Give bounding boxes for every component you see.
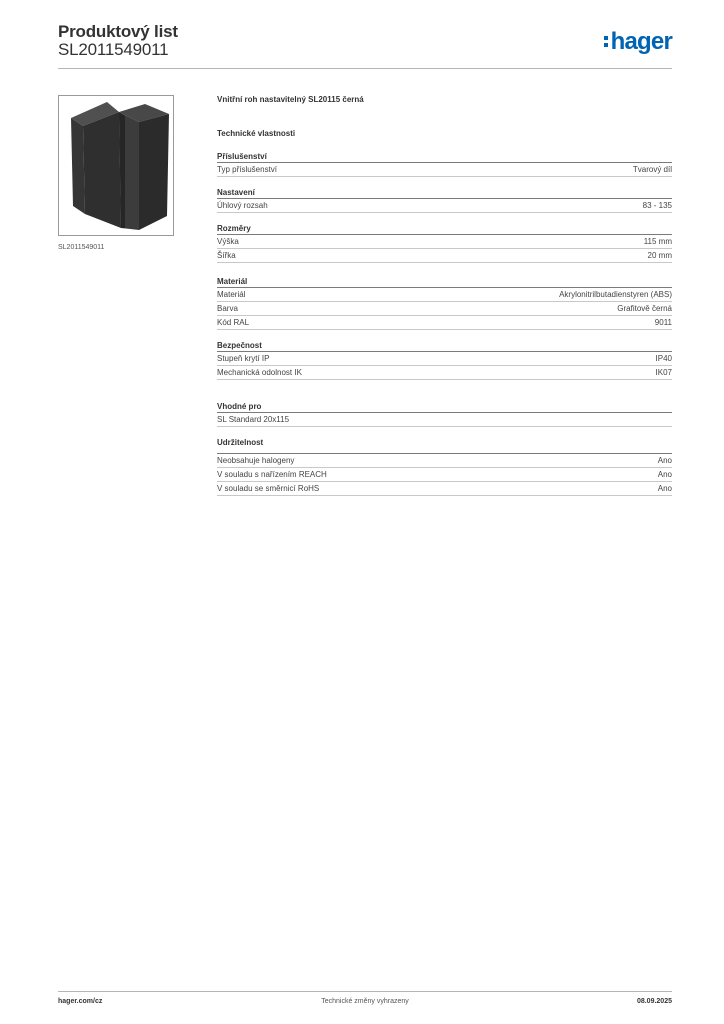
spec-row	[217, 482, 672, 496]
header-divider	[58, 68, 672, 69]
spec-value: 9011	[654, 318, 672, 327]
spec-value: 83 - 135	[642, 201, 672, 210]
logo-colon-icon	[604, 33, 610, 50]
product-image	[58, 95, 174, 236]
spec-group-safety	[217, 341, 672, 380]
spec-value: Grafitově černá	[617, 304, 672, 313]
spec-row	[217, 163, 672, 177]
footer-disclaimer: Technické změny vyhrazeny	[321, 998, 409, 1005]
spec-key: Úhlový rozsah	[217, 201, 268, 210]
spec-group-sustainability	[217, 438, 672, 496]
product-code: SL2011549011	[58, 40, 169, 59]
footer-divider	[58, 991, 672, 992]
spec-row	[217, 302, 672, 316]
document-title: Produktový list	[58, 22, 178, 41]
spec-value: Ano	[657, 470, 672, 479]
group-title: Rozměry	[217, 224, 672, 235]
spec-row	[217, 199, 672, 213]
spec-row	[217, 249, 672, 263]
spec-key: Mechanická odolnost IK	[217, 368, 302, 377]
product-name: Vnitřní roh nastavitelný SL20115 černá	[217, 95, 364, 104]
footer-website-link[interactable]: hager.com/cz	[58, 998, 103, 1005]
spec-key: Materiál	[217, 290, 246, 299]
spec-key: Stupeň krytí IP	[217, 354, 270, 363]
spec-value: 20 mm	[647, 251, 672, 260]
spec-value: Ano	[657, 484, 672, 493]
spec-row	[217, 366, 672, 380]
spec-heading: Technické vlastnosti	[217, 129, 296, 138]
spec-value: Akrylonitrilbutadienstyren (ABS)	[559, 290, 672, 299]
spec-group-material	[217, 277, 672, 330]
spec-key: Neobsahuje halogeny	[217, 456, 295, 465]
spec-group-suitable-for	[217, 402, 672, 427]
spec-row	[217, 413, 672, 427]
spec-value: IK07	[655, 368, 672, 377]
spec-key: Kód RAL	[217, 318, 250, 327]
group-title: Materiál	[217, 277, 672, 288]
spec-value: IP40	[655, 354, 672, 363]
page-header	[58, 22, 672, 70]
logo-text: hager	[610, 28, 672, 55]
spec-row	[217, 288, 672, 302]
group-title: Příslušenství	[217, 152, 672, 163]
spec-key: Barva	[217, 304, 238, 313]
spec-row	[217, 468, 672, 482]
specification-sheet	[217, 95, 672, 496]
group-title: Vhodné pro	[217, 402, 672, 413]
spec-row	[217, 454, 672, 468]
spec-value: Tvarový díl	[632, 165, 672, 174]
spec-key: SL Standard 20x115	[217, 415, 290, 424]
spec-key: Šířka	[217, 251, 236, 260]
spec-key: Výška	[217, 237, 239, 246]
hager-logo	[604, 28, 672, 56]
page-footer	[58, 998, 672, 1010]
group-title: Udržitelnost	[217, 438, 264, 447]
group-title: Bezpečnost	[217, 341, 672, 352]
spec-key: V souladu s nařízením REACH	[217, 470, 327, 479]
spec-value: Ano	[657, 456, 672, 465]
inner-corner-product-icon	[59, 96, 173, 235]
spec-group-settings	[217, 188, 672, 213]
spec-row	[217, 316, 672, 330]
spec-value: 115 mm	[643, 237, 672, 246]
spec-group-dimensions	[217, 224, 672, 263]
spec-key: Typ příslušenství	[217, 165, 278, 174]
spec-group-accessories	[217, 152, 672, 177]
spec-rows	[217, 453, 672, 496]
spec-row	[217, 352, 672, 366]
spec-key: V souladu se směrnicí RoHS	[217, 484, 320, 493]
group-title: Nastavení	[217, 188, 672, 199]
image-caption: SL2011549011	[58, 244, 105, 251]
footer-date: 08.09.2025	[636, 998, 672, 1005]
spec-row	[217, 235, 672, 249]
